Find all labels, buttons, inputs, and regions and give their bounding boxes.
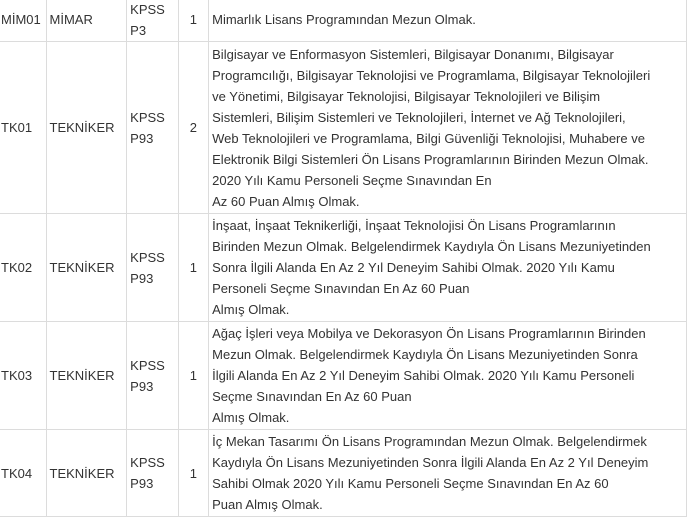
requirement-line: İlgili Alanda En Az 2 Yıl Deneyim Sahibi Olmak. 2020 Yılı Kamu Personeli — [212, 368, 635, 383]
position-code: TK01 — [0, 42, 46, 214]
position-count: 1 — [178, 322, 208, 430]
requirement-line: Programcılığı, Bilgisayar Teknolojisi ve Programlama, Bilgisayar Teknolojileri — [212, 67, 651, 83]
position-count: 1 — [178, 0, 208, 42]
requirement-line: Az 60 Puan Almış Olmak. — [212, 193, 360, 209]
position-title: TEKNİKER — [46, 214, 127, 322]
position-requirements — [209, 430, 687, 517]
position-code: MİM01 — [0, 0, 46, 42]
position-requirements — [209, 0, 687, 42]
exam-line: KPSS — [130, 357, 165, 373]
requirement-line: İç Mekan Tasarımı Ön Lisans Programından Mezun Olmak. Belgelendirmek — [212, 434, 647, 449]
table-row — [0, 0, 687, 42]
requirement-line: Sahibi Olmak 2020 Yılı Kamu Personeli Seçme Sınavından En Az 60 — [212, 476, 609, 491]
exam-line: KPSS — [130, 1, 165, 17]
table-row — [0, 430, 687, 517]
requirement-line: Puan Almış Olmak. — [212, 497, 323, 512]
exam-type — [127, 0, 179, 42]
requirement-line: Almış Olmak. — [212, 302, 290, 317]
exam-type — [127, 322, 179, 430]
requirement-line: Mezun Olmak. Belgelendirmek Kaydıyla Ön Lisans Mezuniyetinden Sonra — [212, 347, 638, 362]
position-code: TK03 — [0, 322, 46, 430]
exam-line: P3 — [130, 22, 147, 38]
requirement-line: Birinden Mezun Olmak. Belgelendirmek Kaydıyla Ön Lisans Mezuniyetinden — [212, 239, 651, 254]
exam-line: P93 — [130, 378, 154, 394]
requirement-line: Seçme Sınavından En Az 60 Puan — [212, 389, 412, 404]
requirement-line: Personeli Seçme Sınavından En Az 60 Puan — [212, 281, 470, 296]
exam-line: P93 — [130, 476, 154, 491]
requirement-line: Sonra İlgili Alanda En Az 2 Yıl Deneyim Sahibi Olmak. 2020 Yılı Kamu — [212, 260, 615, 275]
position-code: TK02 — [0, 214, 46, 322]
position-code: TK04 — [0, 430, 46, 517]
table-row — [0, 214, 687, 322]
requirement-line: Almış Olmak. — [212, 410, 290, 425]
position-requirements — [209, 214, 687, 322]
position-requirements — [209, 322, 687, 430]
requirement-line: Elektronik Bilgi Sistemleri Ön Lisans Programlarının Birinden Mezun Olmak. — [212, 151, 649, 167]
requirement-line: Web Teknolojileri ve Programlama, Bilgi Güvenliği Teknolojisi, Muhabere ve — [212, 130, 645, 146]
requirement-line: Kaydıyla Ön Lisans Mezuniyetinden Sonra İlgili Alanda En Az 2 Yıl Deneyim — [212, 455, 649, 470]
position-title: MİMAR — [46, 0, 127, 42]
table-row — [0, 42, 687, 214]
table-row — [0, 322, 687, 430]
exam-line: KPSS — [130, 249, 165, 265]
requirement-line: Bilgisayar ve Enformasyon Sistemleri, Bilgisayar Donanımı, Bilgisayar — [212, 46, 614, 62]
exam-line: P93 — [130, 130, 154, 146]
position-count: 2 — [178, 42, 208, 214]
position-title: TEKNİKER — [46, 430, 127, 517]
position-count: 1 — [178, 430, 208, 517]
position-count: 1 — [178, 214, 208, 322]
position-title: TEKNİKER — [46, 322, 127, 430]
exam-type — [127, 430, 179, 517]
exam-line: KPSS — [130, 455, 165, 470]
requirement-line: Mimarlık Lisans Programından Mezun Olmak. — [212, 12, 476, 27]
requirement-line: İnşaat, İnşaat Teknikerliği, İnşaat Teknolojisi Ön Lisans Programlarının — [212, 218, 616, 233]
exam-line: KPSS — [130, 109, 165, 125]
requirement-line: Sistemleri, Bilişim Sistemleri ve Teknolojileri, İnternet ve Ağ Teknolojileri, — [212, 109, 626, 125]
requirement-line: ve Yönetimi, Bilgisayar Teknolojisi, Bilgisayar Teknolojileri ve Bilişim — [212, 88, 601, 104]
position-requirements — [209, 42, 687, 214]
exam-type — [127, 214, 179, 322]
requirement-line: Ağaç İşleri veya Mobilya ve Dekorasyon Ön Lisans Programlarının Birinden — [212, 326, 646, 341]
exam-type — [127, 42, 179, 214]
position-title: TEKNİKER — [46, 42, 127, 214]
requirement-line: 2020 Yılı Kamu Personeli Seçme Sınavından En — [212, 172, 492, 188]
exam-line: P93 — [130, 270, 154, 286]
